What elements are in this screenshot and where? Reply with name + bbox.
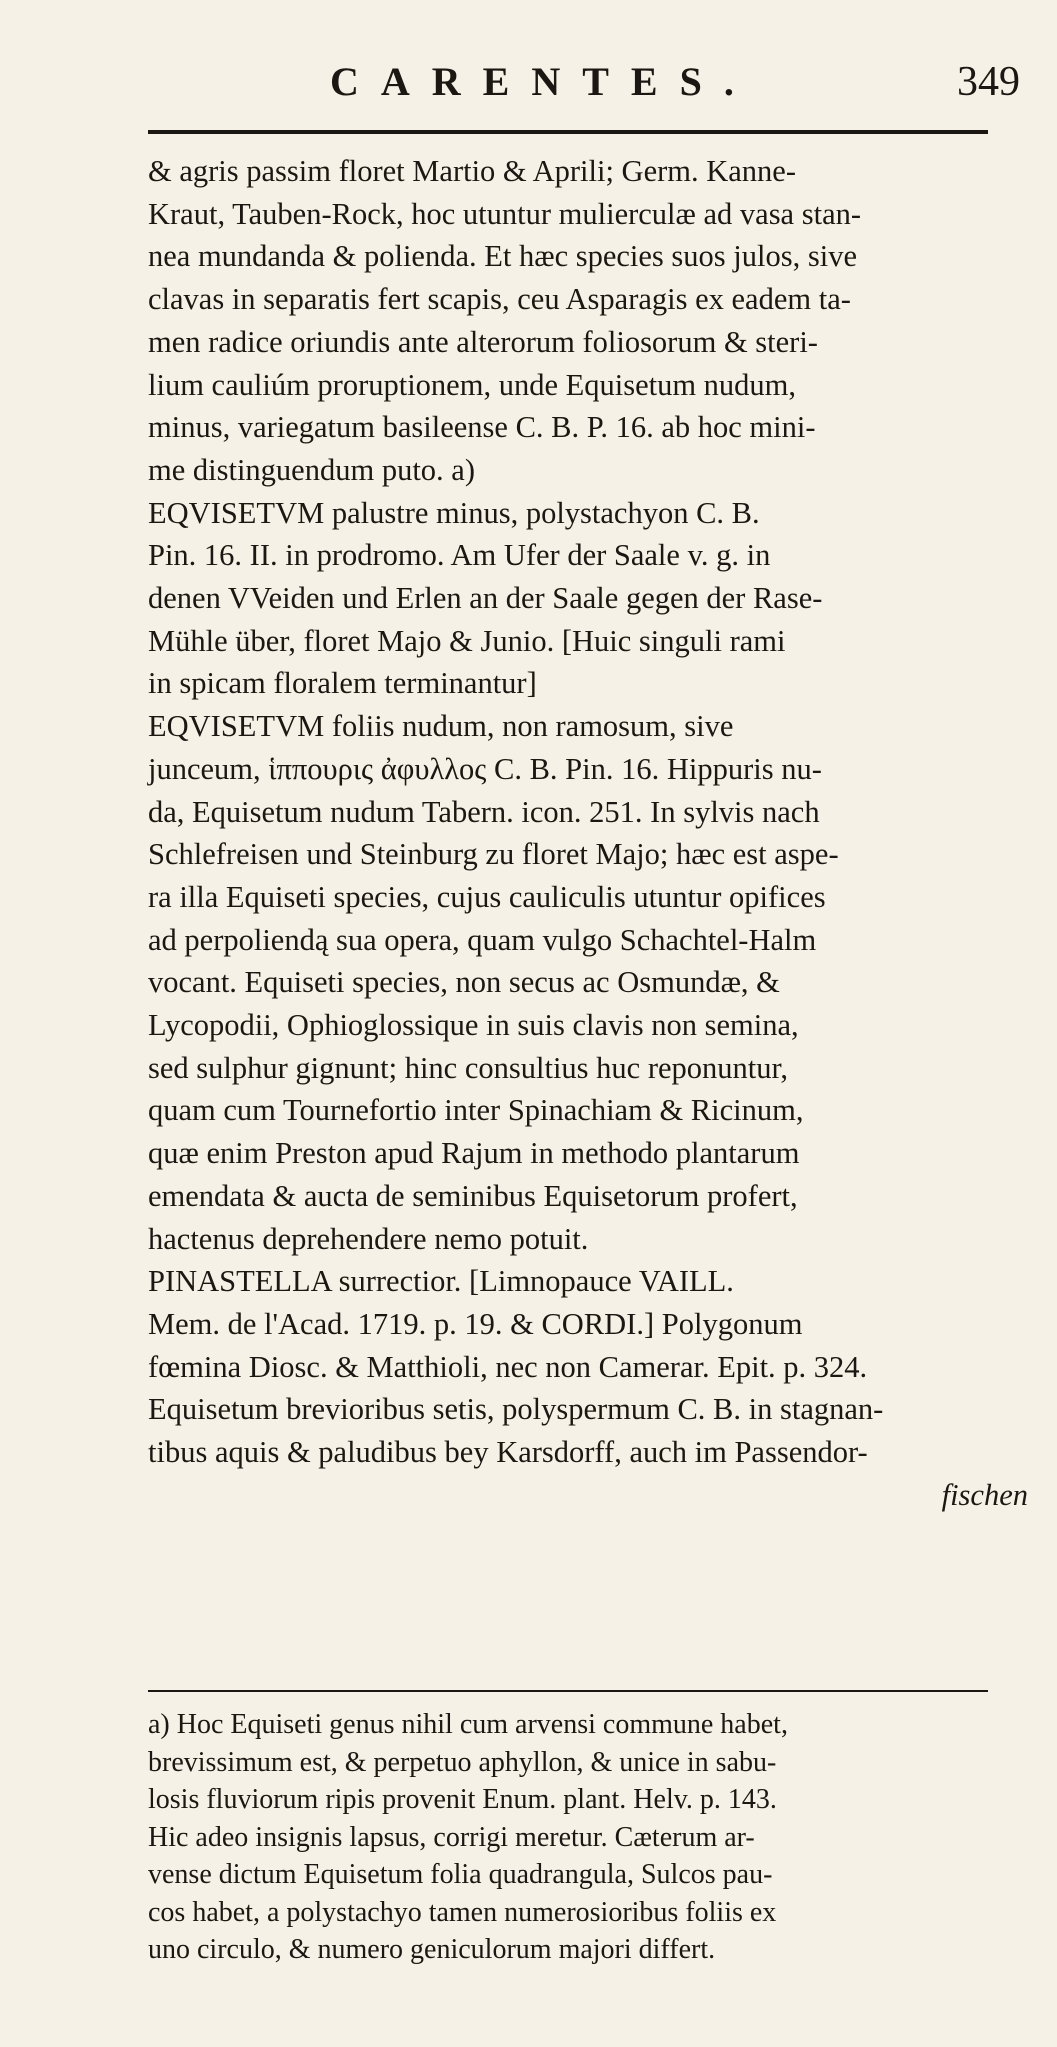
footnote-rule bbox=[148, 1690, 988, 1692]
text-line: Lycopodii, Ophioglossique in suis clavis non semina, bbox=[148, 1008, 799, 1043]
text-line: da, Equisetum nudum Tabern. icon. 251. In sylvis nach bbox=[148, 794, 820, 829]
text-line: denen VVeiden und Erlen an der Saale gegen der Rase- bbox=[148, 581, 823, 616]
text-line: fœmina Diosc. & Matthioli, nec non Camerar. Epit. p. 324. bbox=[148, 1349, 868, 1384]
text-line: PINASTELLA surrectior. [Limnopauce VAILL. bbox=[148, 1264, 734, 1299]
text-line: lium cauliúm proruptionem, unde Equisetum nudum, bbox=[148, 367, 797, 402]
text-line: Equisetum brevioribus setis, polyspermum C. B. in stagnan- bbox=[148, 1392, 884, 1427]
footnote-line: losis fluviorum ripis provenit Enum. plant. Helv. p. 143. bbox=[148, 1784, 777, 1815]
page-header bbox=[120, 58, 1020, 118]
text-line: Schlefreisen und Steinburg zu floret Majo; hæc est aspe- bbox=[148, 837, 839, 872]
text-line: Mühle über, floret Majo & Junio. [Huic singuli rami bbox=[148, 623, 786, 658]
text-line: quam cum Tournefortio inter Spinachiam & Ricinum, bbox=[148, 1093, 804, 1128]
text-line: hactenus deprehendere nemo potuit. bbox=[148, 1221, 589, 1256]
text-line: & agris passim floret Martio & Aprili; Germ. Kanne- bbox=[148, 154, 796, 188]
text-line: Kraut, Tauben-Rock, hoc utuntur mulierculæ ad vasa stan- bbox=[148, 196, 862, 231]
running-title: CARENTES. bbox=[330, 59, 756, 104]
text-line: nea mundanda & polienda. Et hæc species suos julos, sive bbox=[148, 239, 857, 274]
text-line: Pin. 16. II. in prodromo. Am Ufer der Saale v. g. in bbox=[148, 538, 771, 573]
page-number: 349 bbox=[957, 59, 1020, 105]
footnote-line: brevissimum est, & perpetuo aphyllon, & unice in sabu- bbox=[148, 1746, 777, 1778]
text-line: minus, variegatum basileense C. B. P. 16. ab hoc mini- bbox=[148, 410, 816, 445]
footnote-line: Hic adeo insignis lapsus, corrigi meretur. Cæterum ar- bbox=[148, 1821, 755, 1853]
text-line: EQVISETVM foliis nudum, non ramosum, sive bbox=[148, 709, 734, 744]
text-line: clavas in separatis fert scapis, ceu Asparagis ex eadem ta- bbox=[148, 282, 851, 317]
catchword: fischen bbox=[941, 1477, 1028, 1512]
text-line: junceum, ἱππουρις ἀφυλλος C. B. Pin. 16. Hippuris nu- bbox=[148, 751, 822, 786]
text-line: tibus aquis & paludibus bey Karsdorff, auch im Passendor- bbox=[148, 1435, 868, 1470]
text-line: in spicam floralem terminantur] bbox=[148, 666, 537, 701]
footnote-line: vense dictum Equisetum folia quadrangula, Sulcos pau- bbox=[148, 1859, 773, 1890]
text-line: vocant. Equiseti species, non secus ac Osmundæ, & bbox=[148, 965, 780, 1000]
text-line: ad perpoliendą sua opera, quam vulgo Schachtel-Halm bbox=[148, 922, 817, 957]
text-line: sed sulphur gignunt; hinc consultius huc reponuntur, bbox=[148, 1050, 789, 1085]
text-line: men radice oriundis ante alterorum foliosorum & steri- bbox=[148, 324, 818, 359]
footnote bbox=[148, 1706, 1028, 1969]
text-line: Mem. de l'Acad. 1719. p. 19. & CORDI.] Polygonum bbox=[148, 1306, 803, 1341]
text-line: me distinguendum puto. a) bbox=[148, 452, 475, 487]
footnote-line: uno circulo, & numero geniculorum majori differt. bbox=[148, 1934, 716, 1965]
header-rule bbox=[148, 130, 988, 134]
main-text bbox=[148, 150, 1028, 1517]
text-line: ra illa Equiseti species, cujus cauliculis utuntur opifices bbox=[148, 879, 826, 914]
text-line: emendata & aucta de seminibus Equisetorum profert, bbox=[148, 1178, 798, 1213]
footnote-line: a) Hoc Equiseti genus nihil cum arvensi commune habet, bbox=[148, 1709, 788, 1740]
text-line: quæ enim Preston apud Rajum in methodo plantarum bbox=[148, 1136, 800, 1171]
text-line: EQVISETVM palustre minus, polystachyon C. B. bbox=[148, 495, 760, 530]
footnote-line: cos habet, a polystachyo tamen numerosioribus foliis ex bbox=[148, 1896, 777, 1928]
